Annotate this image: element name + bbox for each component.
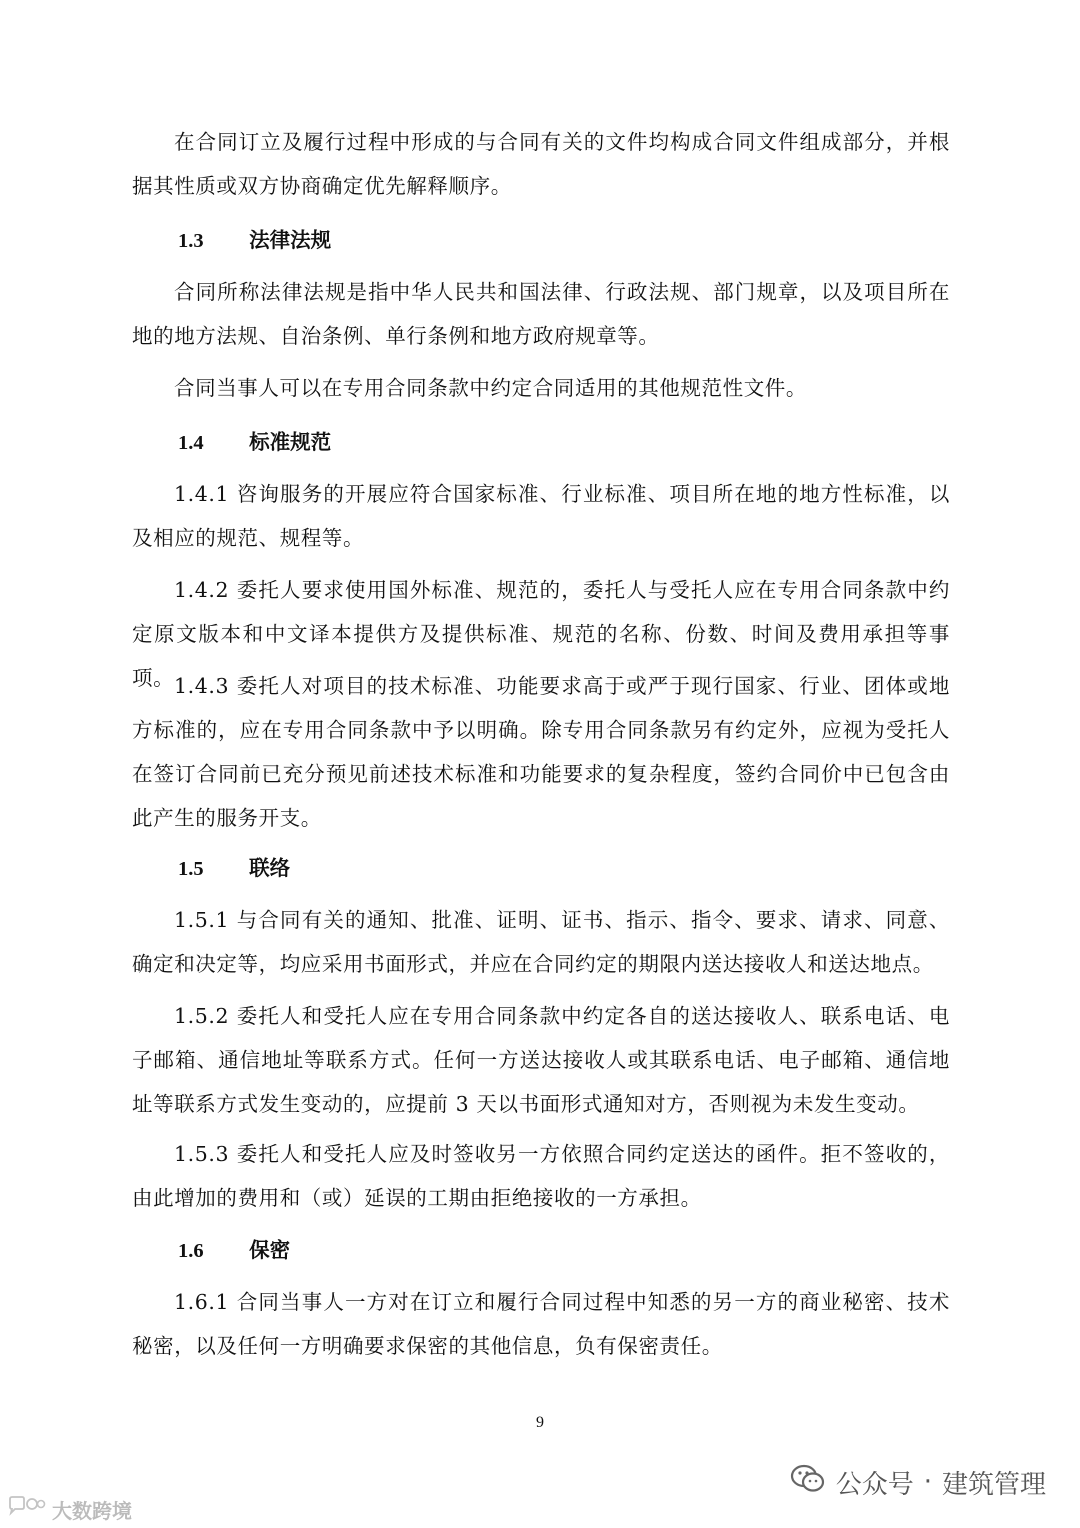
section-heading xyxy=(132,1228,950,1273)
wechat-watermark xyxy=(790,1462,1046,1502)
section-title: 标准规范 xyxy=(249,430,332,454)
section-title: 保密 xyxy=(249,1238,291,1262)
section-title: 联络 xyxy=(249,856,291,880)
section-number: 1.5 xyxy=(178,858,204,880)
paragraph: 1.4.3 委托人对项目的技术标准、功能要求高于或严于现行国家、行业、团体或地方标准的，应在专用合同条款中予以明确。除专用合同条款另有约定外，应视为受托人在签订合同前已充分预见前述技术标准和功能要求的复杂程度，签约合同价中已包含由此产生的服务开支。 xyxy=(132,674,950,830)
section-number: 1.4 xyxy=(178,432,204,454)
section-heading xyxy=(132,218,950,263)
paragraph: 合同所称法律法规是指中华人民共和国法律、行政法规、部门规章，以及项目所在地的地方法规、自治条例、单行条例和地方政府规章等。 xyxy=(132,280,950,348)
paragraph: 在合同订立及履行过程中形成的与合同有关的文件均构成合同文件组成部分，并根据其性质或双方协商确定优先解释顺序。 xyxy=(132,130,950,198)
paragraph: 1.4.2 委托人要求使用国外标准、规范的，委托人与受托人应在专用合同条款中约定原文版本和中文译本提供方及提供标准、规范的名称、份数、时间及费用承担等事项。 xyxy=(132,578,950,690)
paragraph: 1.5.1 与合同有关的通知、批准、证明、证书、指示、指令、要求、请求、同意、确定和决定等，均应采用书面形式，并应在合同约定的期限内送达接收人和送达地点。 xyxy=(132,908,950,976)
paragraph: 1.5.2 委托人和受托人应在专用合同条款中约定各自的送达接收人、联系电话、电子邮箱、通信地址等联系方式。任何一方送达接收人或其联系电话、电子邮箱、通信地址等联系方式发生变动的，应提前 3 天以书面形式通知对方，否则视为未发生变动。 xyxy=(132,1004,950,1116)
section-heading xyxy=(132,846,950,891)
section-title: 法律法规 xyxy=(249,228,332,252)
speech-bubble-icon xyxy=(6,1495,46,1524)
paragraph: 合同当事人可以在专用合同条款中约定合同适用的其他规范性文件。 xyxy=(174,376,807,400)
paragraph: 1.5.3 委托人和受托人应及时签收另一方依照合同约定送达的函件。拒不签收的，由此增加的费用和（或）延误的工期由拒绝接收的一方承担。 xyxy=(132,1142,950,1210)
page-number: 9 xyxy=(536,1414,544,1431)
watermark-account-name: 建筑管理 xyxy=(941,1469,1046,1500)
wechat-icon xyxy=(790,1463,826,1502)
section-heading xyxy=(132,420,950,465)
source-watermark xyxy=(6,1494,132,1524)
watermark-text: 大数跨境 xyxy=(52,1498,132,1523)
section-number: 1.6 xyxy=(178,1240,204,1262)
watermark-separator: · xyxy=(923,1467,932,1497)
paragraph: 1.6.1 合同当事人一方对在订立和履行合同过程中知悉的另一方的商业秘密、技术秘密，以及任何一方明确要求保密的其他信息，负有保密责任。 xyxy=(132,1290,950,1358)
paragraph: 1.4.1 咨询服务的开展应符合国家标准、行业标准、项目所在地的地方性标准，以及相应的规范、规程等。 xyxy=(132,482,950,550)
watermark-prefix: 公众号 xyxy=(835,1469,914,1500)
section-number: 1.3 xyxy=(178,230,204,252)
